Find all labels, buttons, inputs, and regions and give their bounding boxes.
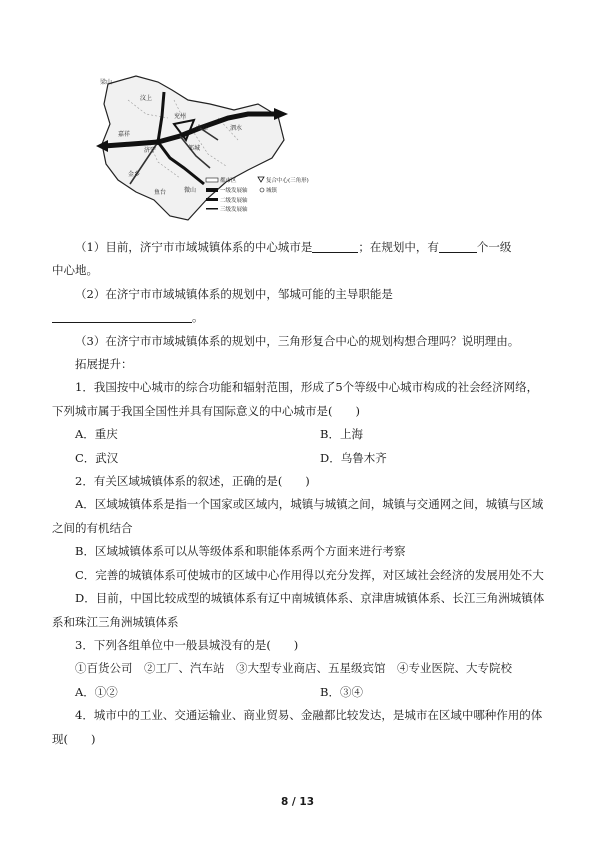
map-label: 曲阜 <box>196 125 209 132</box>
mc1-option-b[interactable]: B．上海 <box>320 427 363 442</box>
mc1-option-c[interactable]: C．武汉 <box>75 450 119 465</box>
svg-text:三级发展轴: 三级发展轴 <box>220 207 248 213</box>
map-label: 汶上 <box>140 95 153 102</box>
mc4-stem: 4．城市中的工业、交通运输业、商业贸易、金融都比较发达，是城市在区域中哪种作用的体现( ) <box>52 708 543 746</box>
answer-blank[interactable] <box>439 238 477 253</box>
mc2-option-a[interactable]: A．区域城镇体系是指一个国家或区域内，城镇与城镇之间，城镇与交通网之间，城镇与区域之间的有机结合 <box>52 497 544 535</box>
question-1: （1）目前，济宁市市域城镇体系的中心城市是 ；在规划中，有 个一级 <box>75 240 512 254</box>
mc1-options-row <box>52 447 545 470</box>
mc3-stem: 3．下列各组单位中一般县城没有的是( ) <box>75 637 299 652</box>
arrow-west <box>96 140 108 152</box>
map-label: 泗水 <box>230 125 243 132</box>
question-1-cont: 中心地。 <box>52 263 98 278</box>
map-label: 兖州 <box>174 113 187 120</box>
mc3-option-b[interactable]: B．③④ <box>320 684 363 699</box>
map-legend <box>206 176 309 213</box>
mc2-option-c[interactable]: C．完善的城镇体系可使城市的区域中心作用得以充分发挥，对区域社会经济的发展用处不大 <box>75 567 544 582</box>
map-label: 济宁 <box>144 147 157 154</box>
mc2-stem: 2．有关区域城镇体系的叙述，正确的是( ) <box>75 474 310 489</box>
map-label: 微山 <box>184 187 197 194</box>
map-label: 嘉祥 <box>118 131 131 138</box>
svg-text:复合中心(三角形): 复合中心(三角形) <box>266 178 309 184</box>
map-label: 金乡 <box>128 171 141 178</box>
question-3: （3）在济宁市市域城镇体系的规划中，三角形复合中心的规划构想合理吗？说明理由。 <box>75 333 520 348</box>
svg-text:二级发展轴: 二级发展轴 <box>220 198 248 204</box>
page-number: 8 / 13 <box>280 796 315 808</box>
section-expand: 拓展提升： <box>75 357 133 372</box>
answer-blank[interactable] <box>312 238 358 253</box>
mc3-items: ①百货公司 ②工厂、汽车站 ③大型专业商店、五星级宾馆 ④专业医院、大专院校 <box>75 661 512 676</box>
mc3-option-a[interactable]: A．①② <box>75 684 118 699</box>
mc1-stem: 1．我国按中心城市的综合功能和辐射范围，形成了5个等级中心城市构成的社会经济网络，下列城市属于我国全国性并具有国际意义的中心城市是( ) <box>52 380 539 418</box>
question-2: （2）在济宁市市域城镇体系的规划中，邹城可能的主导职能是 <box>75 286 393 301</box>
mc3-options-row <box>52 681 545 704</box>
svg-text:一级发展轴: 一级发展轴 <box>220 188 248 194</box>
map-label: 邹城 <box>188 145 201 152</box>
svg-text:城镇: 城镇 <box>266 188 278 194</box>
question-content <box>52 236 545 751</box>
question-2-answer-line: 。 <box>52 306 545 329</box>
jining-map <box>88 70 324 228</box>
mc1-options-row <box>52 423 545 446</box>
mc1-option-a[interactable]: A．重庆 <box>75 427 118 442</box>
mc2-option-b[interactable]: B．区域城镇体系可以从等级体系和职能体系两个方面来进行考察 <box>75 544 406 559</box>
mc1-option-d[interactable]: D．乌鲁木齐 <box>320 450 387 465</box>
map-label: 鱼台 <box>154 189 167 196</box>
svg-text:都市区: 都市区 <box>220 178 237 184</box>
map-label: 梁山 <box>100 79 113 86</box>
mc2-option-d[interactable]: D．目前，中国比较成型的城镇体系有辽中南城镇体系、京津唐城镇体系、长江三角洲城镇体系和珠江三角洲城镇体系 <box>52 591 545 629</box>
primary-axis-arrow <box>274 108 288 120</box>
answer-blank[interactable] <box>52 308 192 323</box>
